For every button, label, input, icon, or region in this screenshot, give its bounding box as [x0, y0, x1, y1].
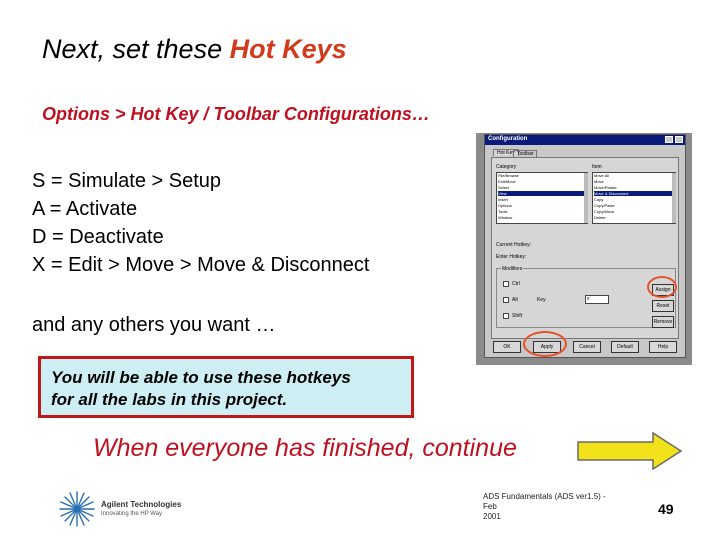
alt-label: Alt: [512, 297, 518, 303]
ok-button[interactable]: OK: [493, 341, 521, 353]
category-item[interactable]: Tools: [498, 209, 508, 214]
assign-highlight-circle: [647, 276, 677, 298]
item-label: Item: [592, 164, 602, 170]
note-line-2: for all the labs in this project.: [51, 390, 288, 409]
others-text: and any others you want …: [32, 314, 276, 336]
key-label: Key: [537, 297, 546, 303]
defaults-button[interactable]: Default: [611, 341, 639, 353]
category-item[interactable]: Options: [498, 203, 512, 208]
cancel-button[interactable]: Cancel: [573, 341, 601, 353]
slide-title: [42, 34, 347, 65]
footer-line-2: 2001: [483, 512, 501, 521]
item-entry-selected[interactable]: Move & Disconnect: [594, 191, 675, 196]
category-item[interactable]: Select: [498, 185, 510, 190]
help-button[interactable]: Help: [649, 341, 677, 353]
current-hotkey-label: Current Hotkey:: [496, 242, 532, 248]
note-line-1: You will be able to use these hotkeys: [51, 368, 351, 387]
menu-path: Options > Hot Key / Toolbar Configurations…: [42, 104, 430, 124]
category-item[interactable]: Edit/Move: [498, 179, 516, 184]
ctrl-checkbox[interactable]: [503, 281, 509, 287]
category-item-selected[interactable]: View: [498, 191, 587, 196]
title-highlight: Hot Keys: [229, 34, 347, 64]
remove-button[interactable]: Remove: [652, 316, 674, 328]
apply-highlight-circle: [523, 331, 567, 357]
item-entry[interactable]: Move All: [594, 173, 610, 178]
item-entry[interactable]: Move: [594, 179, 604, 184]
enter-hotkey-label: Enter Hotkey:: [496, 254, 527, 260]
modifiers-group: [496, 268, 676, 328]
alt-checkbox[interactable]: [503, 297, 509, 303]
assign-button[interactable]: Assign: [652, 284, 674, 296]
apply-button[interactable]: Apply: [533, 341, 561, 353]
category-list[interactable]: [496, 172, 588, 224]
reset-button[interactable]: Reset: [652, 300, 674, 312]
item-entry[interactable]: Copy/Paste: [594, 203, 615, 208]
configuration-dialog: [484, 134, 686, 358]
right-arrow-icon[interactable]: [577, 432, 683, 470]
continue-text: When everyone has finished, continue: [93, 434, 517, 462]
agilent-spark-icon: [58, 490, 96, 528]
logo-tagline: Innovating the HP Way: [101, 511, 163, 517]
category-scrollbar[interactable]: [584, 173, 588, 223]
item-scrollbar[interactable]: [672, 173, 676, 223]
hotkey-line-activate: A = Activate: [32, 198, 138, 220]
modifiers-label: Modifiers: [502, 266, 523, 272]
hotkey-panel: [491, 157, 679, 339]
hotkey-line-move-disconnect: X = Edit > Move > Move & Disconnect: [32, 254, 370, 276]
tab-toolbar[interactable]: Toolbar: [513, 150, 537, 157]
page-number: 49: [658, 501, 674, 517]
item-entry[interactable]: Copy/Move: [594, 209, 615, 214]
shift-label: Shift: [512, 313, 523, 319]
footer-line-1: ADS Fundamentals (ADS ver1.5) - Feb: [483, 492, 606, 511]
note-box: [38, 356, 414, 418]
ctrl-label: Ctrl: [512, 281, 520, 287]
hotkey-line-deactivate: D = Deactivate: [32, 226, 164, 248]
category-label: Category: [496, 164, 517, 170]
item-entry[interactable]: Delete: [594, 215, 606, 220]
logo-name: Agilent Technologies: [101, 500, 182, 509]
tab-hot-key[interactable]: Hot Key: [493, 149, 519, 156]
footer-text: [483, 492, 613, 522]
category-item[interactable]: Insert: [498, 197, 509, 202]
item-entry[interactable]: Move/Rotate: [594, 185, 617, 190]
help-title-button[interactable]: [665, 136, 673, 143]
key-input[interactable]: x: [585, 295, 609, 304]
shift-checkbox[interactable]: [503, 313, 509, 319]
title-prefix: Next, set these: [42, 34, 230, 64]
dialog-titlebar: [485, 135, 685, 145]
dialog-title: Configuration: [488, 136, 528, 142]
item-entry[interactable]: Copy: [594, 197, 604, 202]
category-item[interactable]: File/Browse: [498, 173, 519, 178]
close-title-button[interactable]: [675, 136, 683, 143]
item-list[interactable]: [592, 172, 676, 224]
hotkey-line-simulate: S = Simulate > Setup: [32, 170, 222, 192]
category-item[interactable]: Window: [498, 215, 513, 220]
